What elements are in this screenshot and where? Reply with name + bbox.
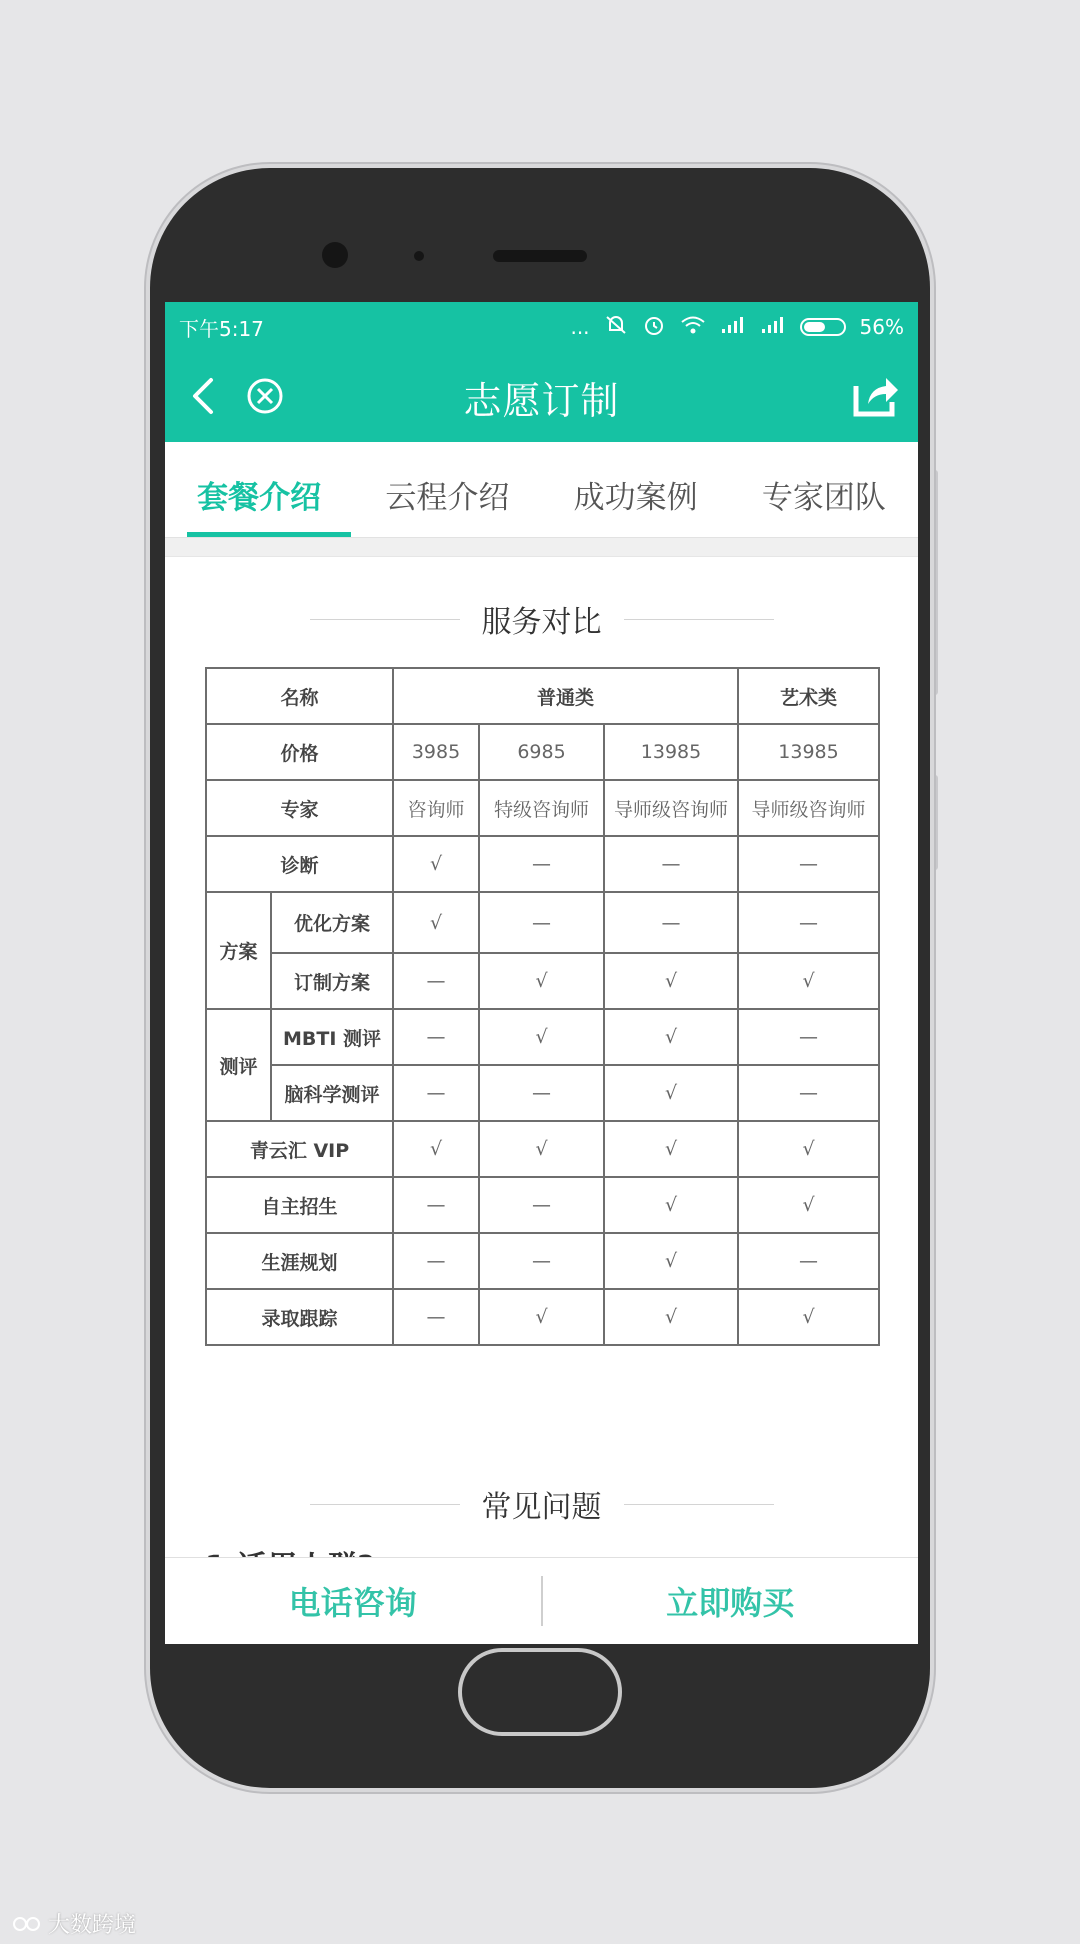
table-cell: 13985: [738, 724, 879, 780]
table-cell: —: [393, 953, 479, 1009]
divider: [165, 538, 918, 557]
sensor: [414, 251, 424, 261]
buy-now-button[interactable]: 立即购买: [666, 1584, 795, 1622]
section-title-text: 服务对比: [481, 605, 602, 640]
alarm-icon: [642, 314, 666, 341]
table-row: [206, 892, 879, 953]
table-cell: 特级咨询师: [479, 780, 604, 836]
table-cell: —: [479, 1233, 604, 1289]
page-title: 志愿订制: [463, 378, 620, 423]
table-cell: —: [738, 892, 879, 953]
table-cell: —: [738, 836, 879, 892]
section-title-text: 常见问题: [481, 1490, 602, 1525]
table-cell: √: [479, 1009, 604, 1065]
service-comparison-table: [205, 667, 880, 1346]
title-line-left: [310, 1504, 460, 1505]
table-header-art: 艺术类: [738, 668, 879, 724]
home-button[interactable]: [458, 1648, 622, 1736]
power-button: [930, 775, 938, 870]
table-cell: √: [393, 836, 479, 892]
table-cell: 咨询师: [393, 780, 479, 836]
title-line-right: [624, 1504, 774, 1505]
group-label-plan: 方案: [206, 892, 271, 1009]
row-label: 脑科学测评: [271, 1065, 393, 1121]
table-cell: —: [393, 1065, 479, 1121]
app-bar: [165, 352, 918, 442]
main-content: [165, 557, 918, 1557]
table-cell: √: [479, 1121, 604, 1177]
app-screen: [165, 302, 918, 1644]
battery-percent: 56%: [859, 315, 904, 339]
table-cell: √: [604, 1233, 738, 1289]
table-row: [206, 1177, 879, 1233]
table-cell: √: [604, 1177, 738, 1233]
front-camera: [322, 242, 348, 268]
phone-consult-button[interactable]: 电话咨询: [288, 1584, 417, 1622]
more-dots-icon: ...: [570, 315, 590, 339]
table-cell: —: [393, 1177, 479, 1233]
table-cell: √: [393, 1121, 479, 1177]
section-title-faq: [165, 1482, 918, 1526]
table-cell: √: [738, 953, 879, 1009]
table-row: [206, 780, 879, 836]
table-row: [206, 836, 879, 892]
table-cell: √: [479, 953, 604, 1009]
table-row: [206, 1065, 879, 1121]
table-cell: —: [479, 1065, 604, 1121]
tab-cases[interactable]: 成功案例: [573, 480, 698, 516]
table-row: [206, 953, 879, 1009]
table-cell: √: [738, 1121, 879, 1177]
status-bar: [165, 302, 918, 352]
row-label: 诊断: [206, 836, 393, 892]
title-line-left: [310, 619, 460, 620]
table-cell: —: [604, 836, 738, 892]
row-label: 专家: [206, 780, 393, 836]
row-label: 生涯规划: [206, 1233, 393, 1289]
wifi-icon: [680, 315, 706, 340]
table-cell: √: [604, 1289, 738, 1345]
row-label: 订制方案: [271, 953, 393, 1009]
table-cell: 13985: [604, 724, 738, 780]
tab-package[interactable]: 套餐介绍: [165, 442, 353, 537]
watermark-logo-icon: [12, 1913, 42, 1935]
table-cell: —: [479, 836, 604, 892]
row-label: MBTI 测评: [271, 1009, 393, 1065]
table-cell: —: [738, 1065, 879, 1121]
bottom-action-bar: [165, 1557, 918, 1644]
signal-icon: [720, 315, 746, 339]
title-line-right: [624, 619, 774, 620]
table-cell: √: [604, 1065, 738, 1121]
table-cell: —: [604, 892, 738, 953]
table-row: [206, 1289, 879, 1345]
table-cell: 3985: [393, 724, 479, 780]
table-row: [206, 668, 879, 724]
section-title-compare: [165, 597, 918, 641]
tab-experts[interactable]: 专家团队: [761, 480, 886, 516]
table-cell: —: [393, 1289, 479, 1345]
table-cell: 6985: [479, 724, 604, 780]
table-cell: √: [604, 953, 738, 1009]
row-label: 价格: [206, 724, 393, 780]
table-cell: —: [738, 1233, 879, 1289]
table-row: [206, 1233, 879, 1289]
table-cell: √: [393, 892, 479, 953]
table-header-regular: 普通类: [393, 668, 738, 724]
row-label: 青云汇 VIP: [206, 1121, 393, 1177]
table-cell: —: [479, 1177, 604, 1233]
watermark-text: 大数跨境: [48, 1913, 137, 1938]
table-cell: —: [393, 1009, 479, 1065]
watermark: [12, 1908, 136, 1939]
tab-bar: [165, 442, 918, 538]
signal-icon-2: [760, 315, 786, 339]
table-row: [206, 1121, 879, 1177]
table-row: [206, 724, 879, 780]
table-cell: —: [393, 1233, 479, 1289]
mute-icon: [604, 314, 628, 341]
group-label-eval: 测评: [206, 1009, 271, 1121]
row-label: 优化方案: [271, 892, 393, 953]
table-cell: —: [738, 1009, 879, 1065]
table-cell: √: [738, 1177, 879, 1233]
tab-intro[interactable]: 云程介绍: [385, 480, 510, 516]
row-label: 录取跟踪: [206, 1289, 393, 1345]
earpiece-speaker: [493, 250, 587, 262]
table-cell: —: [479, 892, 604, 953]
status-time: 下午5:17: [179, 316, 264, 341]
table-cell: 导师级咨询师: [738, 780, 879, 836]
row-label: 自主招生: [206, 1177, 393, 1233]
table-cell: 导师级咨询师: [604, 780, 738, 836]
table-row: [206, 1009, 879, 1065]
battery-icon: [800, 318, 846, 336]
table-cell: √: [479, 1289, 604, 1345]
table-header-name: 名称: [206, 668, 393, 724]
share-icon[interactable]: [850, 372, 900, 420]
table-cell: √: [738, 1289, 879, 1345]
table-cell: √: [604, 1121, 738, 1177]
table-cell: √: [604, 1009, 738, 1065]
volume-button: [930, 470, 938, 695]
